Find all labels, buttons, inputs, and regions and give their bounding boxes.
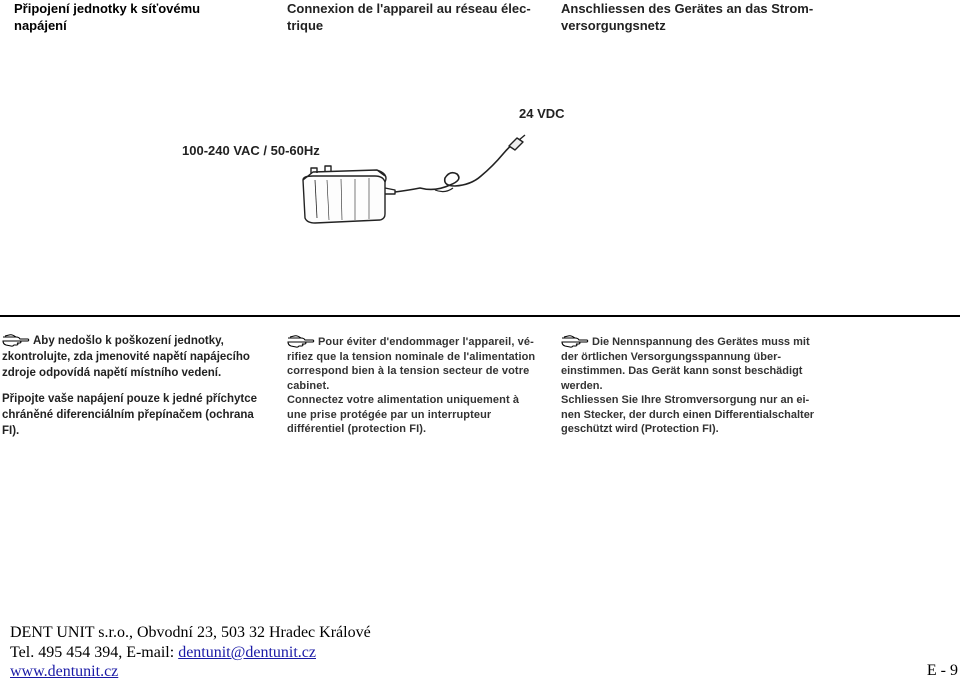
section-heading-de: Anschliessen des Gerätes an das Strom-versorgungsnetz	[561, 1, 814, 33]
note-paragraph	[2, 333, 272, 381]
note-text: Aby nedošlo k poškození jednotky, zkontrolujte, zda jmenovité napětí napájecího zdroje odpovídá napětí místního vedení.	[2, 335, 250, 379]
power-adapter-illustration	[285, 130, 535, 230]
footer-address: DENT UNIT s.r.o., Obvodní 23, 503 32 Hradec Králové	[10, 624, 371, 641]
website-link[interactable]: www.dentunit.cz	[10, 663, 119, 680]
pointing-hand-icon	[561, 334, 589, 348]
note-text: Die Nennspannung des Gerätes muss mit der örtlichen Versorgungsspannung über-einstimmen. Das Gerät kann sonst beschädigt werden.	[561, 336, 810, 392]
footer-website	[10, 662, 118, 682]
horizontal-divider	[0, 315, 960, 317]
page-number: E - 9	[926, 662, 958, 679]
input-voltage-label: 100-240 VAC / 50-60Hz	[182, 143, 320, 158]
note-paragraph: Connectez votre alimentation uniquement à une prise protégée par un interrupteur différentiel (protection FI).	[287, 394, 520, 435]
email-link[interactable]: dentunit@dentunit.cz	[178, 644, 316, 661]
note-column-fr	[287, 334, 542, 437]
section-heading-cs: Připojení jednotky k síťovému napájení	[14, 1, 201, 33]
note-paragraph	[287, 334, 542, 393]
output-voltage-label: 24 VDC	[519, 106, 565, 121]
note-paragraph: Schliessen Sie Ihre Stromversorgung nur an ei-nen Stecker, der durch einen Differentialschalter geschützt wird (Protection FI).	[561, 394, 815, 435]
note-column-de	[561, 334, 816, 437]
note-text: Pour éviter d'endommager l'appareil, vé-rifiez que la tension nominale de l'alimentation correspond bien à la tension secteur de votre cabinet.	[287, 336, 536, 392]
footer-contact	[10, 643, 316, 663]
pointing-hand-icon	[287, 334, 315, 348]
section-heading-fr: Connexion de l'appareil au réseau élec-trique	[287, 1, 531, 33]
note-paragraph: Připojte vaše napájení pouze k jedné příchytce chráněné diferenciálním přepínačem (ochrana FI).	[2, 393, 257, 437]
note-column-cs	[2, 333, 272, 439]
note-paragraph	[561, 334, 816, 393]
pointing-hand-icon	[2, 333, 30, 347]
footer-phone: Tel. 495 454 394, E-mail:	[10, 644, 179, 661]
